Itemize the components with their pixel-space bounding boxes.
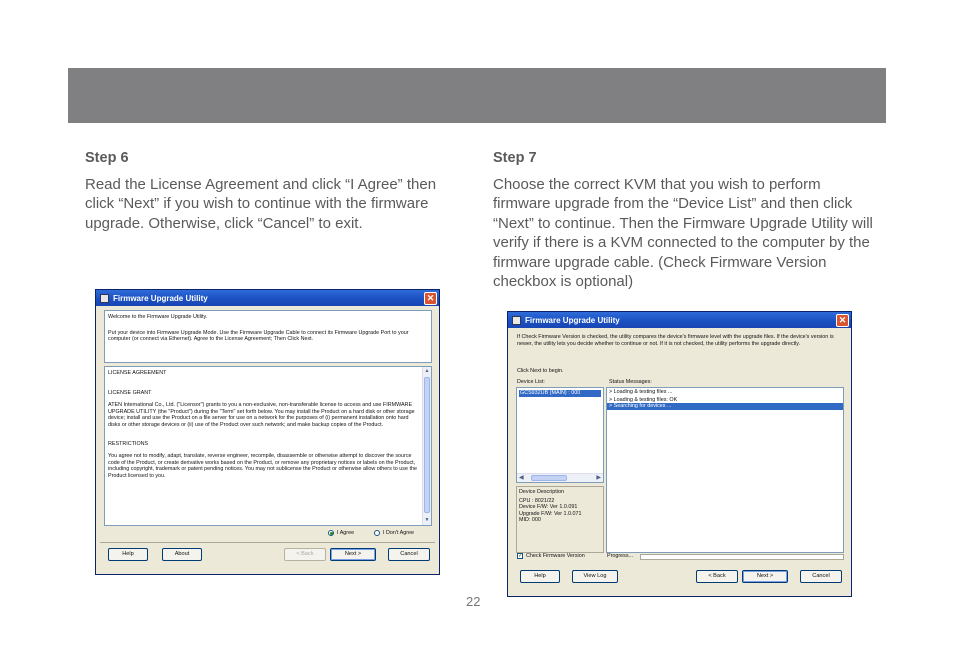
device-list-hscroll[interactable]	[517, 473, 603, 482]
device-list[interactable]	[516, 387, 604, 483]
app-icon	[512, 316, 521, 325]
step6-title: Step 6	[85, 150, 129, 166]
next-button[interactable]: Next >	[330, 548, 376, 561]
scroll-thumb[interactable]	[424, 377, 430, 513]
separator	[100, 542, 435, 543]
status-label: Status Messages:	[609, 379, 652, 385]
intro-text: Put your device into Firmware Upgrade Mode. Use the Firmware Upgrade Cable to connect its Firmware Upgrade Port to your computer (or connect via Ethernet). Agree to the License Agreement; Then Click Next.	[108, 329, 409, 343]
cancel-button[interactable]: Cancel	[800, 570, 842, 583]
license-textbox[interactable]	[104, 366, 432, 526]
desc-line: Upgrade F/W: Ver 1.0.071	[519, 510, 582, 517]
scroll-right-icon[interactable]: ▶	[596, 475, 601, 481]
checkbox-checked-icon[interactable]: ✓	[518, 553, 524, 560]
check-firmware-checkbox[interactable]	[517, 553, 585, 560]
license-window	[95, 289, 440, 575]
desc-line: Device F/W: Ver 1.0.091	[519, 504, 578, 511]
next-button[interactable]: Next >	[742, 570, 788, 583]
instructions-panel	[104, 310, 432, 363]
license-scrollbar[interactable]	[422, 367, 431, 525]
device-window-title: Firmware Upgrade Utility	[525, 315, 620, 325]
grant-heading: LICENSE GRANT	[108, 389, 152, 396]
status-line-selected: > Searching for devices ...	[607, 403, 843, 410]
device-list-item[interactable]: GCS932UB (MAIN) : 000	[519, 390, 601, 397]
scroll-left-icon[interactable]: ◀	[519, 475, 524, 481]
restrictions-text: You agree not to modify, adapt, translate, reverse engineer, recompile, disassemble or otherwise attempt to discover the source code of the Product, or create derivative works based on the Product, or remove any proprietary notices or labels on the Product, including copyright, trademark or patent pending notices. You may not sublicense the Product or otherwise allow others to use the Product licensed to you.	[108, 453, 417, 479]
step7-title: Step 7	[493, 150, 537, 166]
hscroll-thumb[interactable]	[531, 475, 567, 481]
disagree-radio[interactable]	[374, 530, 414, 537]
license-window-titlebar	[96, 290, 439, 306]
scroll-down-icon[interactable]: ▼	[424, 517, 430, 523]
status-messages	[606, 387, 844, 553]
page-number: 22	[466, 594, 481, 609]
scroll-up-icon[interactable]: ▲	[424, 368, 430, 374]
device-intro: If Check Firmware Version is checked, the utility compares the device's firmware level with the upgrade files. If the device's version is newer, the utility lets you decide whether to continue or not. If it is not checked, the utility performs the upgrade directly.	[517, 334, 834, 347]
license-heading: LICENSE AGREEMENT	[108, 370, 167, 376]
device-list-label: Device List:	[517, 379, 545, 385]
status-line: > Loading & testing files ...	[609, 389, 673, 395]
status-line: > Loading & testing files: OK	[609, 396, 678, 403]
progress-bar	[640, 554, 844, 560]
app-icon	[100, 294, 109, 303]
close-icon[interactable]: ✕	[424, 292, 437, 305]
device-description-label: Device Description	[519, 489, 564, 495]
check-firmware-label: Check Firmware Version	[526, 553, 585, 559]
radio-checked-icon[interactable]	[328, 530, 334, 536]
license-window-title: Firmware Upgrade Utility	[113, 293, 208, 303]
restrictions-heading: RESTRICTIONS	[108, 440, 149, 447]
disagree-label: I Don't Agree	[383, 530, 414, 536]
view-log-button[interactable]: View Log	[572, 570, 618, 583]
help-button[interactable]: Help	[520, 570, 560, 583]
radio-unchecked-icon[interactable]	[374, 530, 380, 536]
agree-radio[interactable]	[328, 530, 354, 537]
back-button[interactable]: < Back	[696, 570, 738, 583]
cancel-button[interactable]: Cancel	[388, 548, 430, 561]
desc-line: MID: 000	[519, 517, 541, 524]
desc-line: CPU : 8021/22	[519, 497, 555, 504]
grant-text: ATEN International Co., Ltd. ("Licensor") grants to you a non-exclusive, non-transferable license to access and use FIRMWARE UPGRADE UTILITY (the "Product") during the "Term" set forth below. You may install the Product on a hard disk or other storage device; install and use the Product on a file server for use on a network for the purposes of (i) permanent installation onto hard disks or other storage devices or (ii) use of the Product over such network; and make backup copies of the Product.	[108, 402, 415, 428]
agree-label: I Agree	[337, 530, 355, 536]
step6-text: Read the License Agreement and click “I Agree” then click “Next” if you wish to continue with the firmware upgrade. Otherwise, click “Cancel” to exit.	[85, 176, 437, 232]
device-window	[507, 311, 852, 597]
click-next-text: Click Next to begin.	[517, 368, 564, 374]
progress-label: Progress...	[607, 553, 634, 559]
about-button[interactable]: About	[162, 548, 202, 561]
header-band	[68, 68, 886, 123]
device-window-titlebar	[508, 312, 851, 328]
device-description-group	[516, 486, 604, 553]
close-icon[interactable]: ✕	[836, 314, 849, 327]
welcome-text: Welcome to the Firmware Upgrade Utility.	[108, 314, 208, 320]
back-button[interactable]: < Back	[284, 548, 326, 561]
help-button[interactable]: Help	[108, 548, 148, 561]
step7-text: Choose the correct KVM that you wish to perform firmware upgrade from the “Device List” and then click “Next” to continue. Then the Firmware Upgrade Utility will verify if there is a KVM connected to the computer by the firmware upgrade cable. (Check Firmware Version checkbox is optional)	[493, 176, 873, 291]
